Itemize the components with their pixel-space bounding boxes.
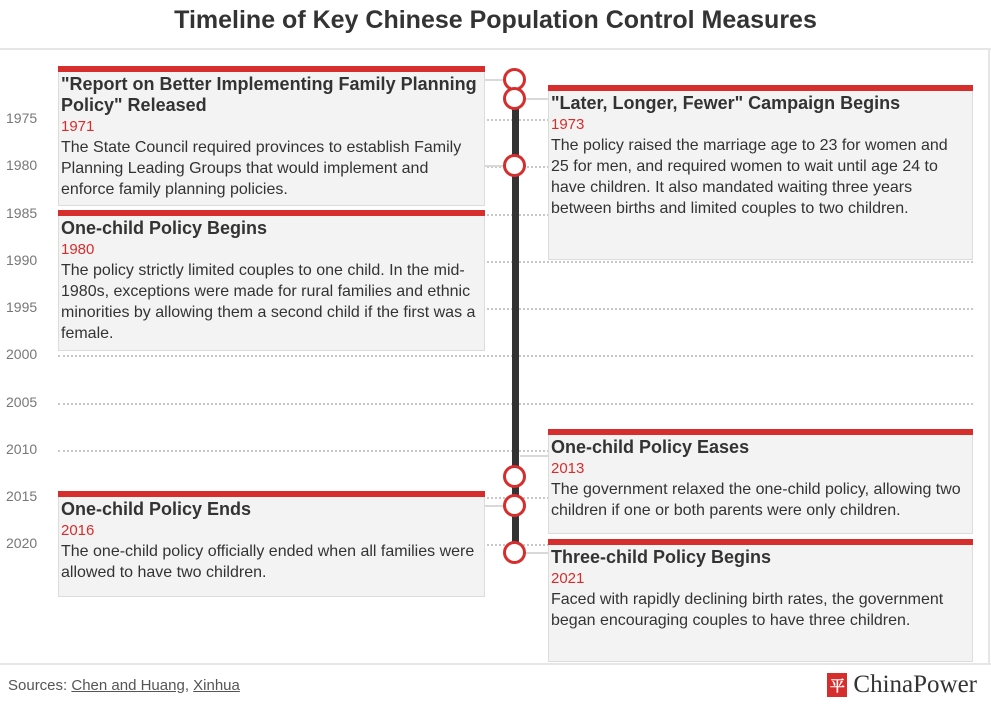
event-title: "Report on Better Implementing Family Planning Policy" Released — [61, 74, 477, 115]
event-connector — [485, 505, 503, 519]
event-card-accent-bar — [548, 429, 973, 435]
axis-tick-label: 1985 — [6, 204, 38, 221]
frame-right-line — [988, 48, 990, 663]
event-card-accent-bar — [548, 85, 973, 91]
event-card — [58, 66, 485, 206]
frame-bottom-line — [0, 663, 991, 665]
axis-tick-label: 2010 — [6, 440, 38, 457]
event-card — [548, 85, 973, 260]
event-card — [548, 539, 973, 662]
event-description: The policy raised the marriage age to 23 for women and 25 for men, and required women to wait until age 24 to have children. It also mandated waiting three years between births and limited couples to two children. — [551, 137, 948, 217]
event-card-accent-bar — [548, 539, 973, 545]
axis-tick-label: 1980 — [6, 157, 38, 174]
event-year: 2021 — [551, 570, 585, 587]
axis-tick-label: 1990 — [6, 251, 38, 268]
event-card — [58, 210, 485, 351]
chinapower-logo-text: ChinaPower — [853, 671, 977, 698]
event-title: One-child Policy Eases — [551, 437, 750, 457]
event-title: One-child Policy Begins — [61, 218, 268, 238]
axis-tick-label: 1975 — [6, 110, 38, 126]
event-connector — [485, 79, 503, 94]
timeline-node-2013 — [503, 465, 526, 488]
event-card — [58, 491, 485, 597]
event-description: The policy strictly limited couples to one child. In the mid-1980s, exceptions were made for rural families and ethnic minorities by allowing them a second child if the first was a female. — [61, 262, 476, 342]
sources-note — [8, 677, 240, 694]
event-card-accent-bar — [58, 66, 485, 72]
event-card-accent-bar — [58, 491, 485, 497]
event-year: 1971 — [61, 118, 95, 135]
event-description: Faced with rapidly declining birth rates, the government began encouraging couples to have three children. — [551, 591, 944, 629]
event-title: "Later, Longer, Fewer" Campaign Begins — [551, 93, 901, 113]
event-title: Three-child Policy Begins — [551, 547, 772, 567]
event-title: One-child Policy Ends — [61, 499, 252, 519]
chinapower-logo-icon: 平 — [827, 673, 847, 697]
event-year: 1973 — [551, 116, 585, 133]
chinapower-logo[interactable] — [827, 671, 977, 699]
event-card-accent-bar — [58, 210, 485, 216]
axis-tick-label: 2020 — [6, 535, 38, 552]
event-description: The government relaxed the one-child policy, allowing two children if one or both parents were only children. — [551, 481, 961, 519]
axis-tick-label: 2000 — [6, 346, 38, 363]
frame-top-line — [0, 48, 991, 50]
sources-separator: , — [184, 677, 189, 694]
source-link-xinhua[interactable]: Xinhua — [193, 677, 240, 694]
axis-tick-label: 2015 — [6, 488, 38, 504]
event-description: The one-child policy officially ended when all families were allowed to have two children. — [61, 543, 475, 581]
event-year: 2016 — [61, 522, 95, 539]
event-year: 2013 — [551, 460, 585, 477]
event-card — [548, 429, 973, 534]
timeline-node-2016 — [503, 494, 526, 517]
chart-title: Timeline of Key Chinese Population Control Measures — [174, 6, 817, 34]
timeline-node-1973 — [503, 87, 526, 110]
event-year: 1980 — [61, 241, 95, 258]
source-link-chen-huang[interactable]: Chen and Huang — [71, 677, 185, 694]
event-connector — [485, 165, 503, 238]
sources-label: Sources: — [8, 677, 68, 694]
axis-tick-label: 2005 — [6, 393, 38, 410]
event-description: The State Council required provinces to establish Family Planning Leading Groups that would implement and enforce family planning policies. — [61, 139, 462, 198]
axis-tick-label: 1995 — [6, 299, 38, 315]
timeline-node-1980 — [503, 154, 526, 177]
timeline-node-2021 — [503, 541, 526, 564]
